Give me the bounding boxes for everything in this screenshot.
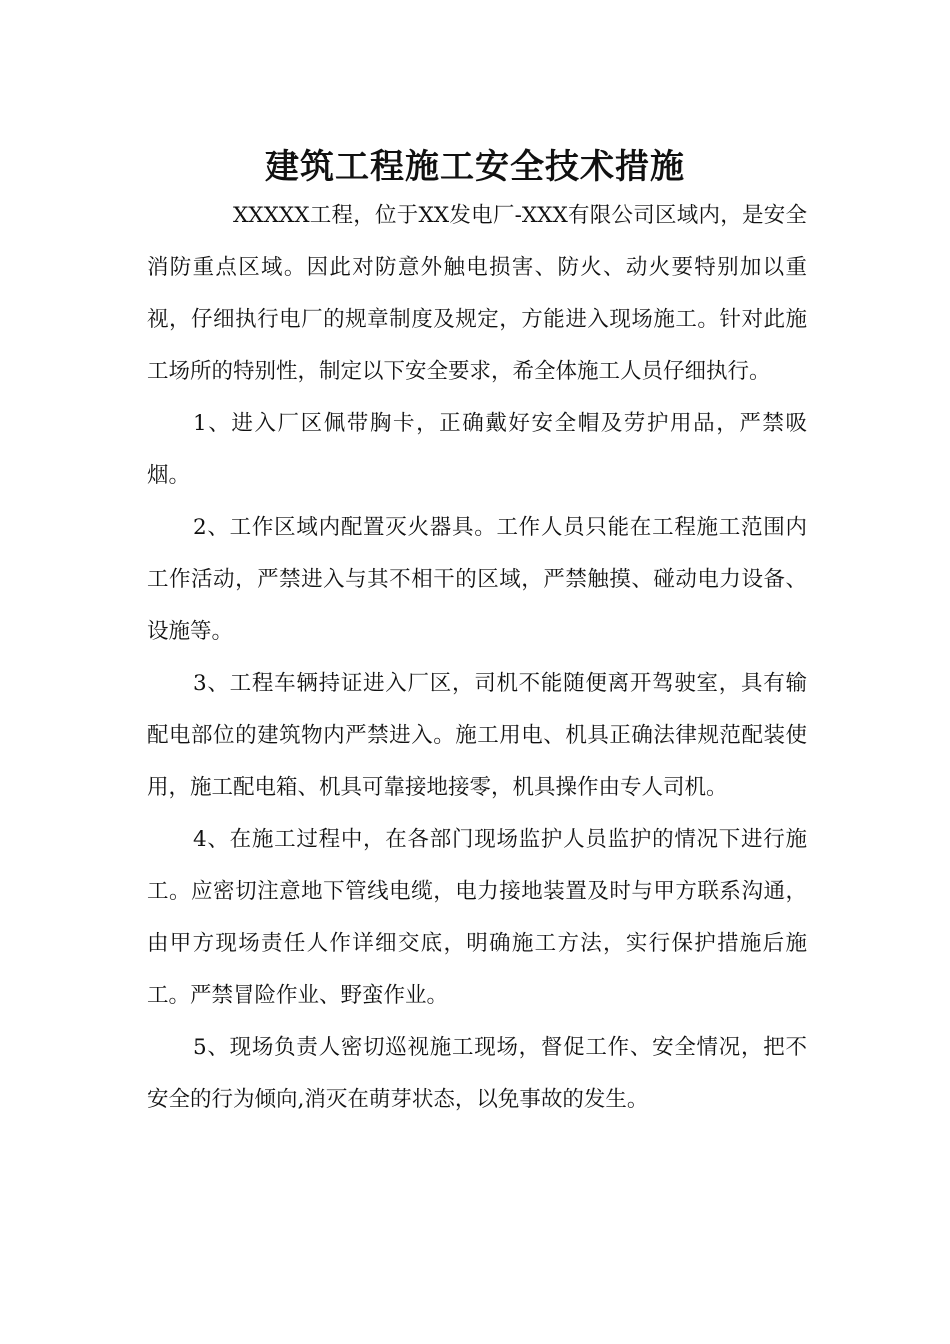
- measure-item-1: 1、进入厂区佩带胸卡，正确戴好安全帽及劳护用品，严禁吸烟。: [147, 411, 807, 488]
- document-body: [147, 190, 807, 1126]
- measure-item-3: 3、工程车辆持证进入厂区，司机不能随便离开驾驶室，具有输配电部位的建筑物内严禁进入。施工用电、机具正确法律规范配装使用，施工配电箱、机具可靠接地接零，机具操作由专人司机。: [147, 671, 807, 800]
- document-title: 建筑工程施工安全技术措施: [265, 146, 685, 187]
- measure-item-2: 2、工作区域内配置灭火器具。工作人员只能在工程施工范围内工作活动，严禁进入与其不相干的区域，严禁触摸、碰动电力设备、设施等。: [147, 515, 807, 644]
- intro-paragraph: XXXXX工程，位于XX发电厂-XXX有限公司区域内，是安全消防重点区域。因此对防意外触电损害、防火、动火要特别加以重视，仔细执行电厂的规章制度及规定，方能进入现场施工。针对此施工场所的特别性，制定以下安全要求，希全体施工人员仔细执行。: [147, 203, 807, 384]
- measure-item-5: 5、现场负责人密切巡视施工现场，督促工作、安全情况，把不安全的行为倾向,消灭在萌芽状态，以免事故的发生。: [147, 1035, 807, 1112]
- measure-item-4: 4、在施工过程中，在各部门现场监护人员监护的情况下进行施工。应密切注意地下管线电缆，电力接地装置及时与甲方联系沟通，由甲方现场责任人作详细交底，明确施工方法，实行保护措施后施工。严禁冒险作业、野蛮作业。: [147, 827, 807, 1008]
